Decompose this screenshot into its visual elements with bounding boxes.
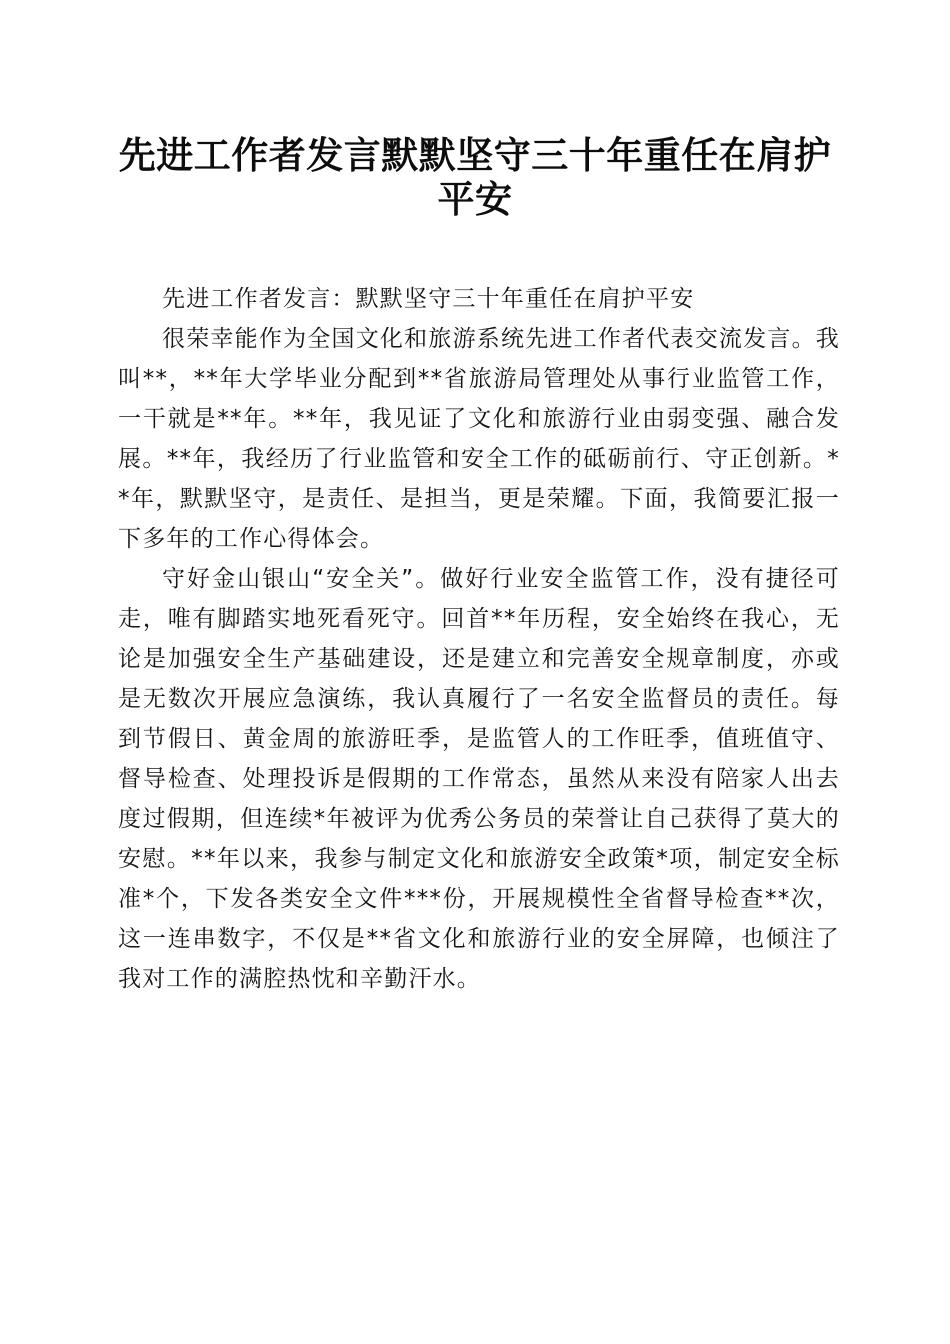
subtitle-paragraph: 先进工作者发言：默默坚守三十年重任在肩护平安 xyxy=(162,286,695,312)
safety-paragraph: 守好金山银山“安全关”。做好行业安全监管工作，没有捷径可走，唯有脚踏实地死看死守。回首**年历程，安全始终在我心，无论是加强安全生产基础建设，还是建立和完善安全规章制度，亦或是无数次开展应急演练，我认真履行了一名安全监督员的责任。每到节假日、黄金周的旅游旺季，是监管人的工作旺季，值班值守、督导检查、处理投诉是假期的工作常态，虽然从来没有陪家人出去度过假期，但连续*年被评为优秀公务员的荣誉让自己获得了莫大的安慰。**年以来，我参与制定文化和旅游安全政策*项，制定安全标准*个，下发各类安全文件***份，开展规模性全省督导检查**次，这一连串数字，不仅是**省文化和旅游行业的安全屏障，也倾注了我对工作的满腔热忱和辛勤汗水。 xyxy=(118,566,840,992)
document-title: 先进工作者发言默默坚守三十年重任在肩护平安 xyxy=(118,133,832,221)
document-body xyxy=(118,279,840,999)
intro-paragraph: 很荣幸能作为全国文化和旅游系统先进工作者代表交流发言。我叫**，**年大学毕业分配到**省旅游局管理处从事行业监管工作，一干就是**年。**年，我见证了文化和旅游行业由弱变强、融合发展。**年，我经历了行业监管和安全工作的砥砺前行、守正创新。**年，默默坚守，是责任、是担当，更是荣耀。下面，我简要汇报一下多年的工作心得体会。 xyxy=(118,326,840,552)
